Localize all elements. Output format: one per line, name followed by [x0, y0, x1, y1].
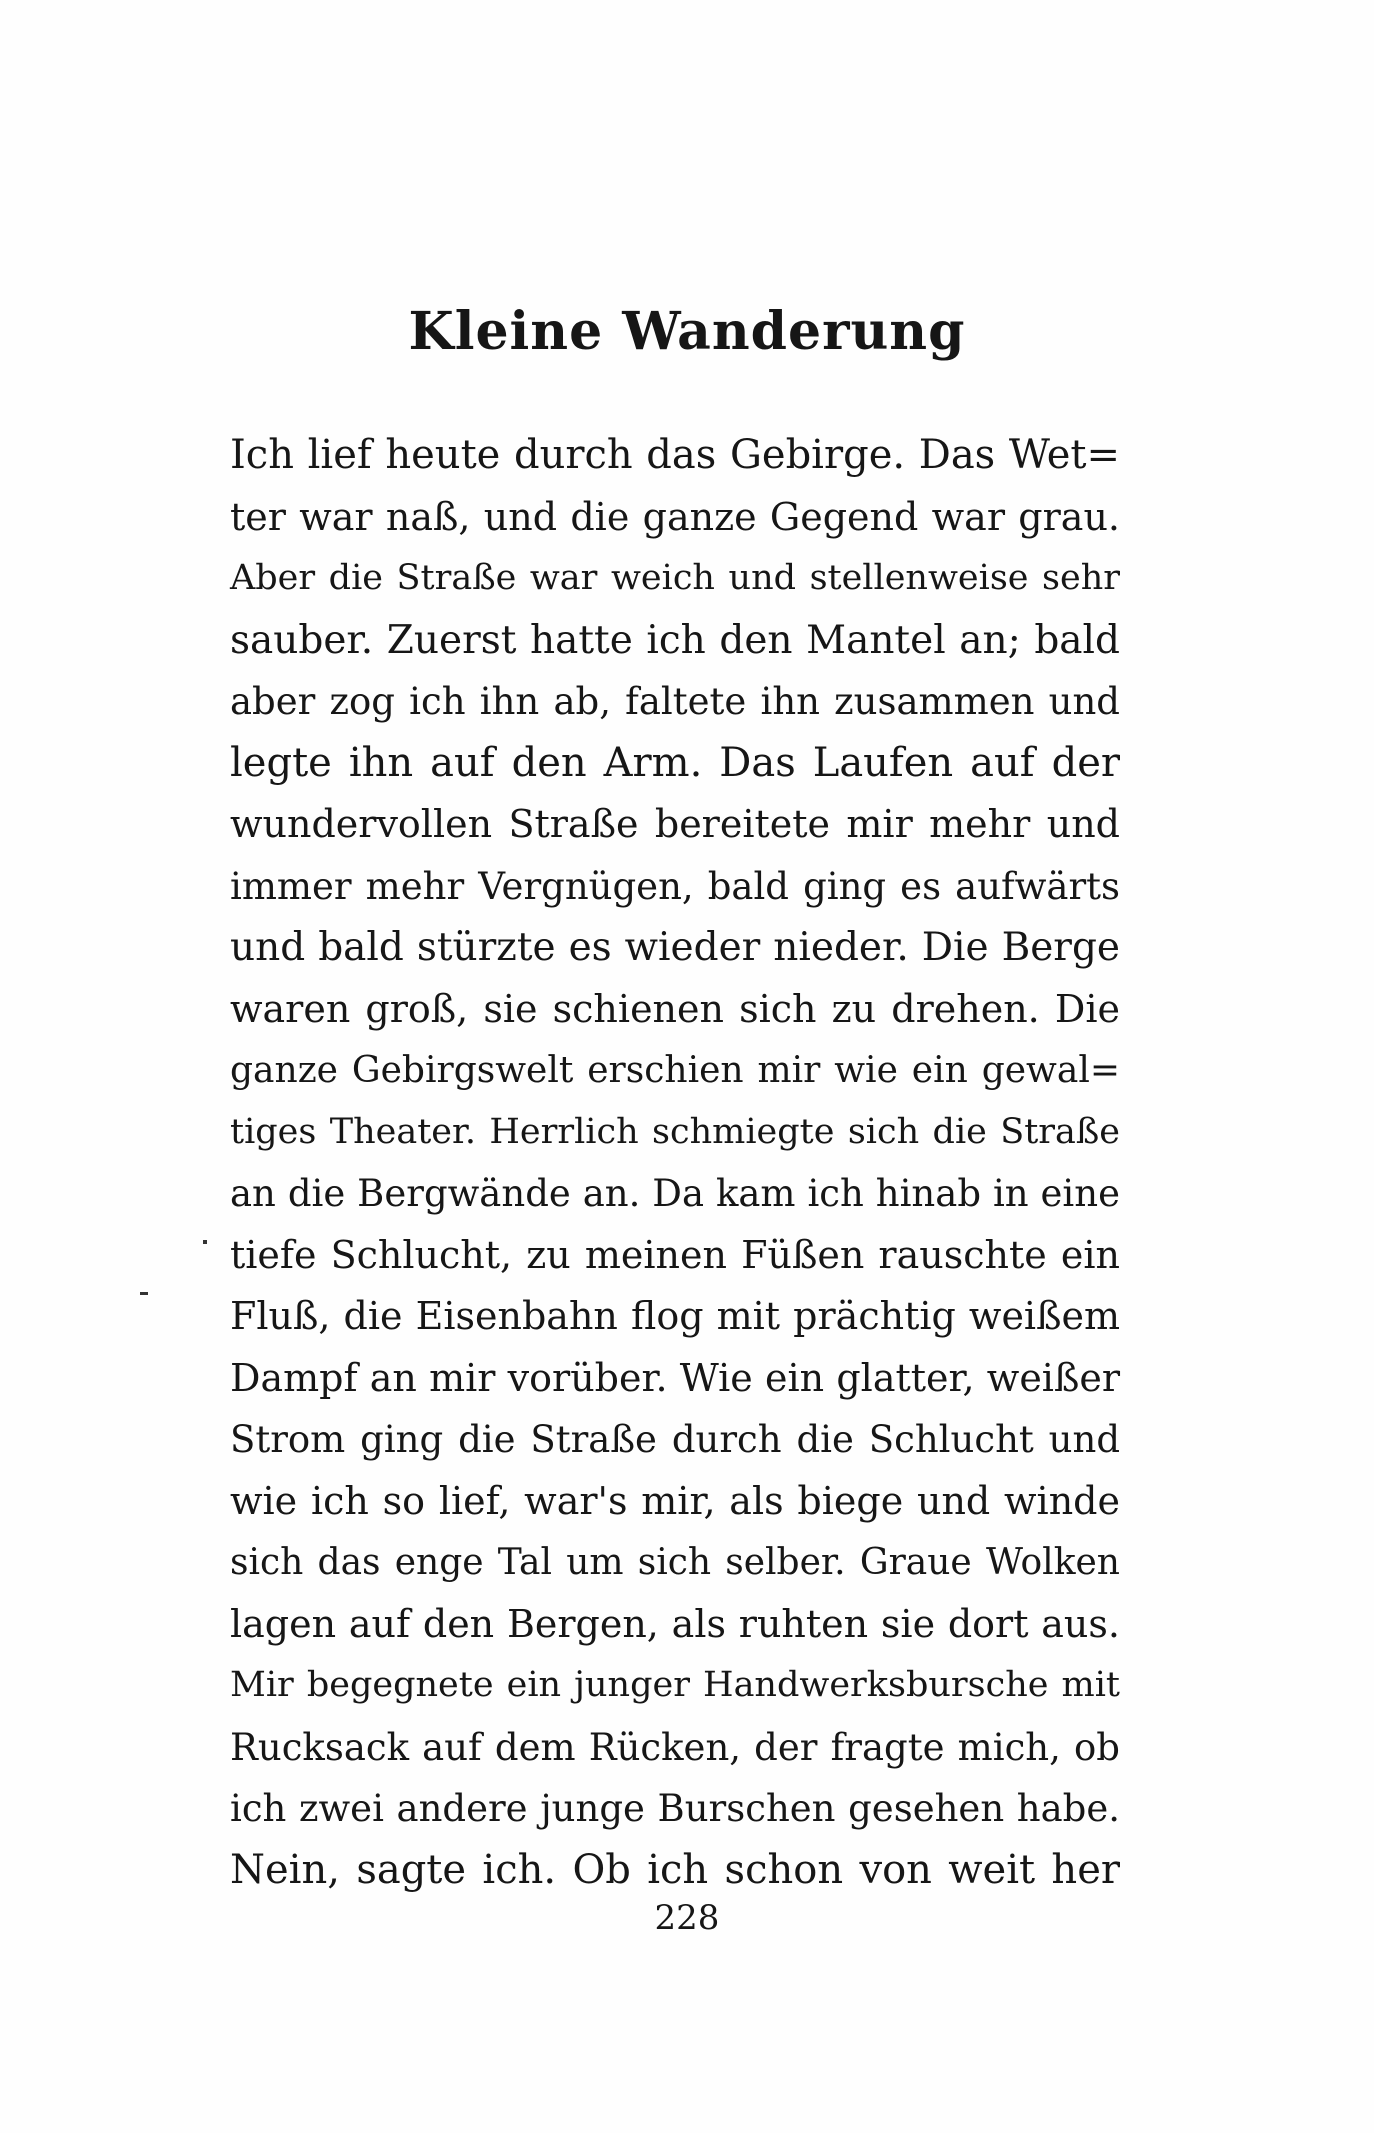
page-number: 228 — [654, 1898, 720, 1938]
text-line: Ich lief heute durch das Gebirge. Das Wet= — [230, 432, 1120, 478]
text-line: aber zog ich ihn ab, faltete ihn zusammen und — [230, 680, 1120, 723]
scan-speck — [203, 1240, 207, 1244]
text-line: wundervollen Straße bereitete mir mehr und — [230, 802, 1120, 846]
text-line: waren groß, sie schienen sich zu drehen. Die — [230, 986, 1120, 1031]
text-line: ich zwei andere junge Burschen gesehen habe. — [230, 1787, 1120, 1830]
text-line: immer mehr Vergnügen, bald ging es aufwärts — [230, 864, 1120, 908]
text-line: wie ich so lief, war's mir, als biege und winde — [230, 1478, 1120, 1523]
body-text — [230, 425, 1120, 1901]
text-line: tiges Theater. Herrlich schmiegte sich die Straße — [230, 1111, 1120, 1152]
text-line: sauber. Zuerst hatte ich den Mantel an; bald — [230, 617, 1120, 663]
text-line: ganze Gebirgswelt erschien mir wie ein gewal= — [230, 1050, 1120, 1091]
text-line: und bald stürzte es wieder nieder. Die Berge — [230, 925, 1120, 970]
text-line: Mir begegnete ein junger Handwerksbursche mit — [230, 1665, 1120, 1705]
text-line: Nein, sagte ich. Ob ich schon von weit her — [230, 1846, 1120, 1893]
text-line: an die Bergwände an. Da kam ich hinab in eine — [230, 1172, 1120, 1215]
text-line: sich das enge Tal um sich selber. Graue Wolken — [230, 1542, 1120, 1583]
text-line: Dampf an mir vorüber. Wie ein glatter, weißer — [230, 1355, 1120, 1400]
text-line: tiefe Schlucht, zu meinen Füßen rauschte ein — [230, 1232, 1120, 1277]
chapter-title: Kleine Wanderung — [408, 301, 966, 362]
text-line: Aber die Straße war weich und stellenweise sehr — [230, 558, 1120, 598]
text-line: legte ihn auf den Arm. Das Laufen auf der — [230, 739, 1120, 786]
text-line: ter war naß, und die ganze Gegend war grau. — [230, 494, 1120, 539]
scan-speck — [140, 1292, 148, 1295]
text-line: Strom ging die Straße durch die Schlucht und — [230, 1418, 1120, 1461]
text-line: Rucksack auf dem Rücken, der fragte mich, ob — [230, 1725, 1120, 1769]
text-line: Fluß, die Eisenbahn flog mit prächtig weißem — [230, 1294, 1120, 1338]
text-line: lagen auf den Bergen, als ruhten sie dort aus. — [230, 1601, 1120, 1646]
